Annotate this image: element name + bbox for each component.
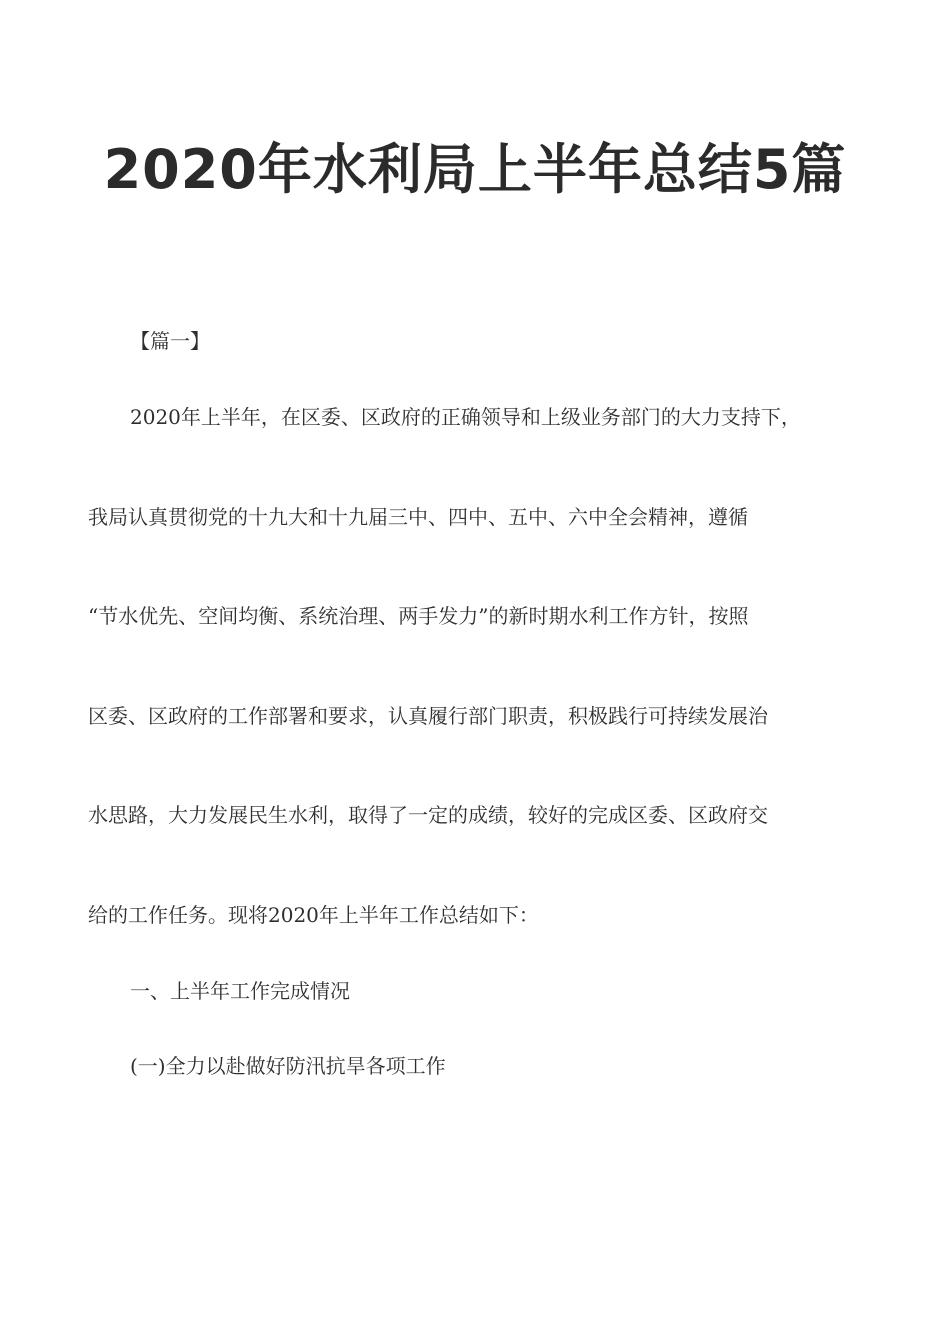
section-label: 【篇一】 — [130, 329, 210, 353]
subsection-heading: (一)全力以赴做好防汛抗旱各项工作 — [130, 1054, 446, 1078]
section-heading: 一、上半年工作完成情况 — [130, 979, 350, 1003]
paragraph-line: “节水优先、空间均衡、系统治理、两手发力”的新时期水利工作方针，按照 — [88, 604, 749, 628]
paragraph-line: 区委、区政府的工作部署和要求，认真履行部门职责，积极践行可持续发展治 — [88, 704, 768, 728]
paragraph-line: 水思路，大力发展民生水利，取得了一定的成绩，较好的完成区委、区政府交 — [88, 803, 768, 827]
paragraph-line: 给的工作任务。现将2020年上半年工作总结如下： — [88, 903, 539, 927]
document-title: 2020年水利局上半年总结5篇 — [103, 138, 847, 201]
paragraph-line: 2020年上半年，在区委、区政府的正确领导和上级业务部门的大力支持下， — [130, 405, 801, 429]
paragraph-line: 我局认真贯彻党的十九大和十九届三中、四中、五中、六中全会精神，遵循 — [88, 505, 748, 529]
